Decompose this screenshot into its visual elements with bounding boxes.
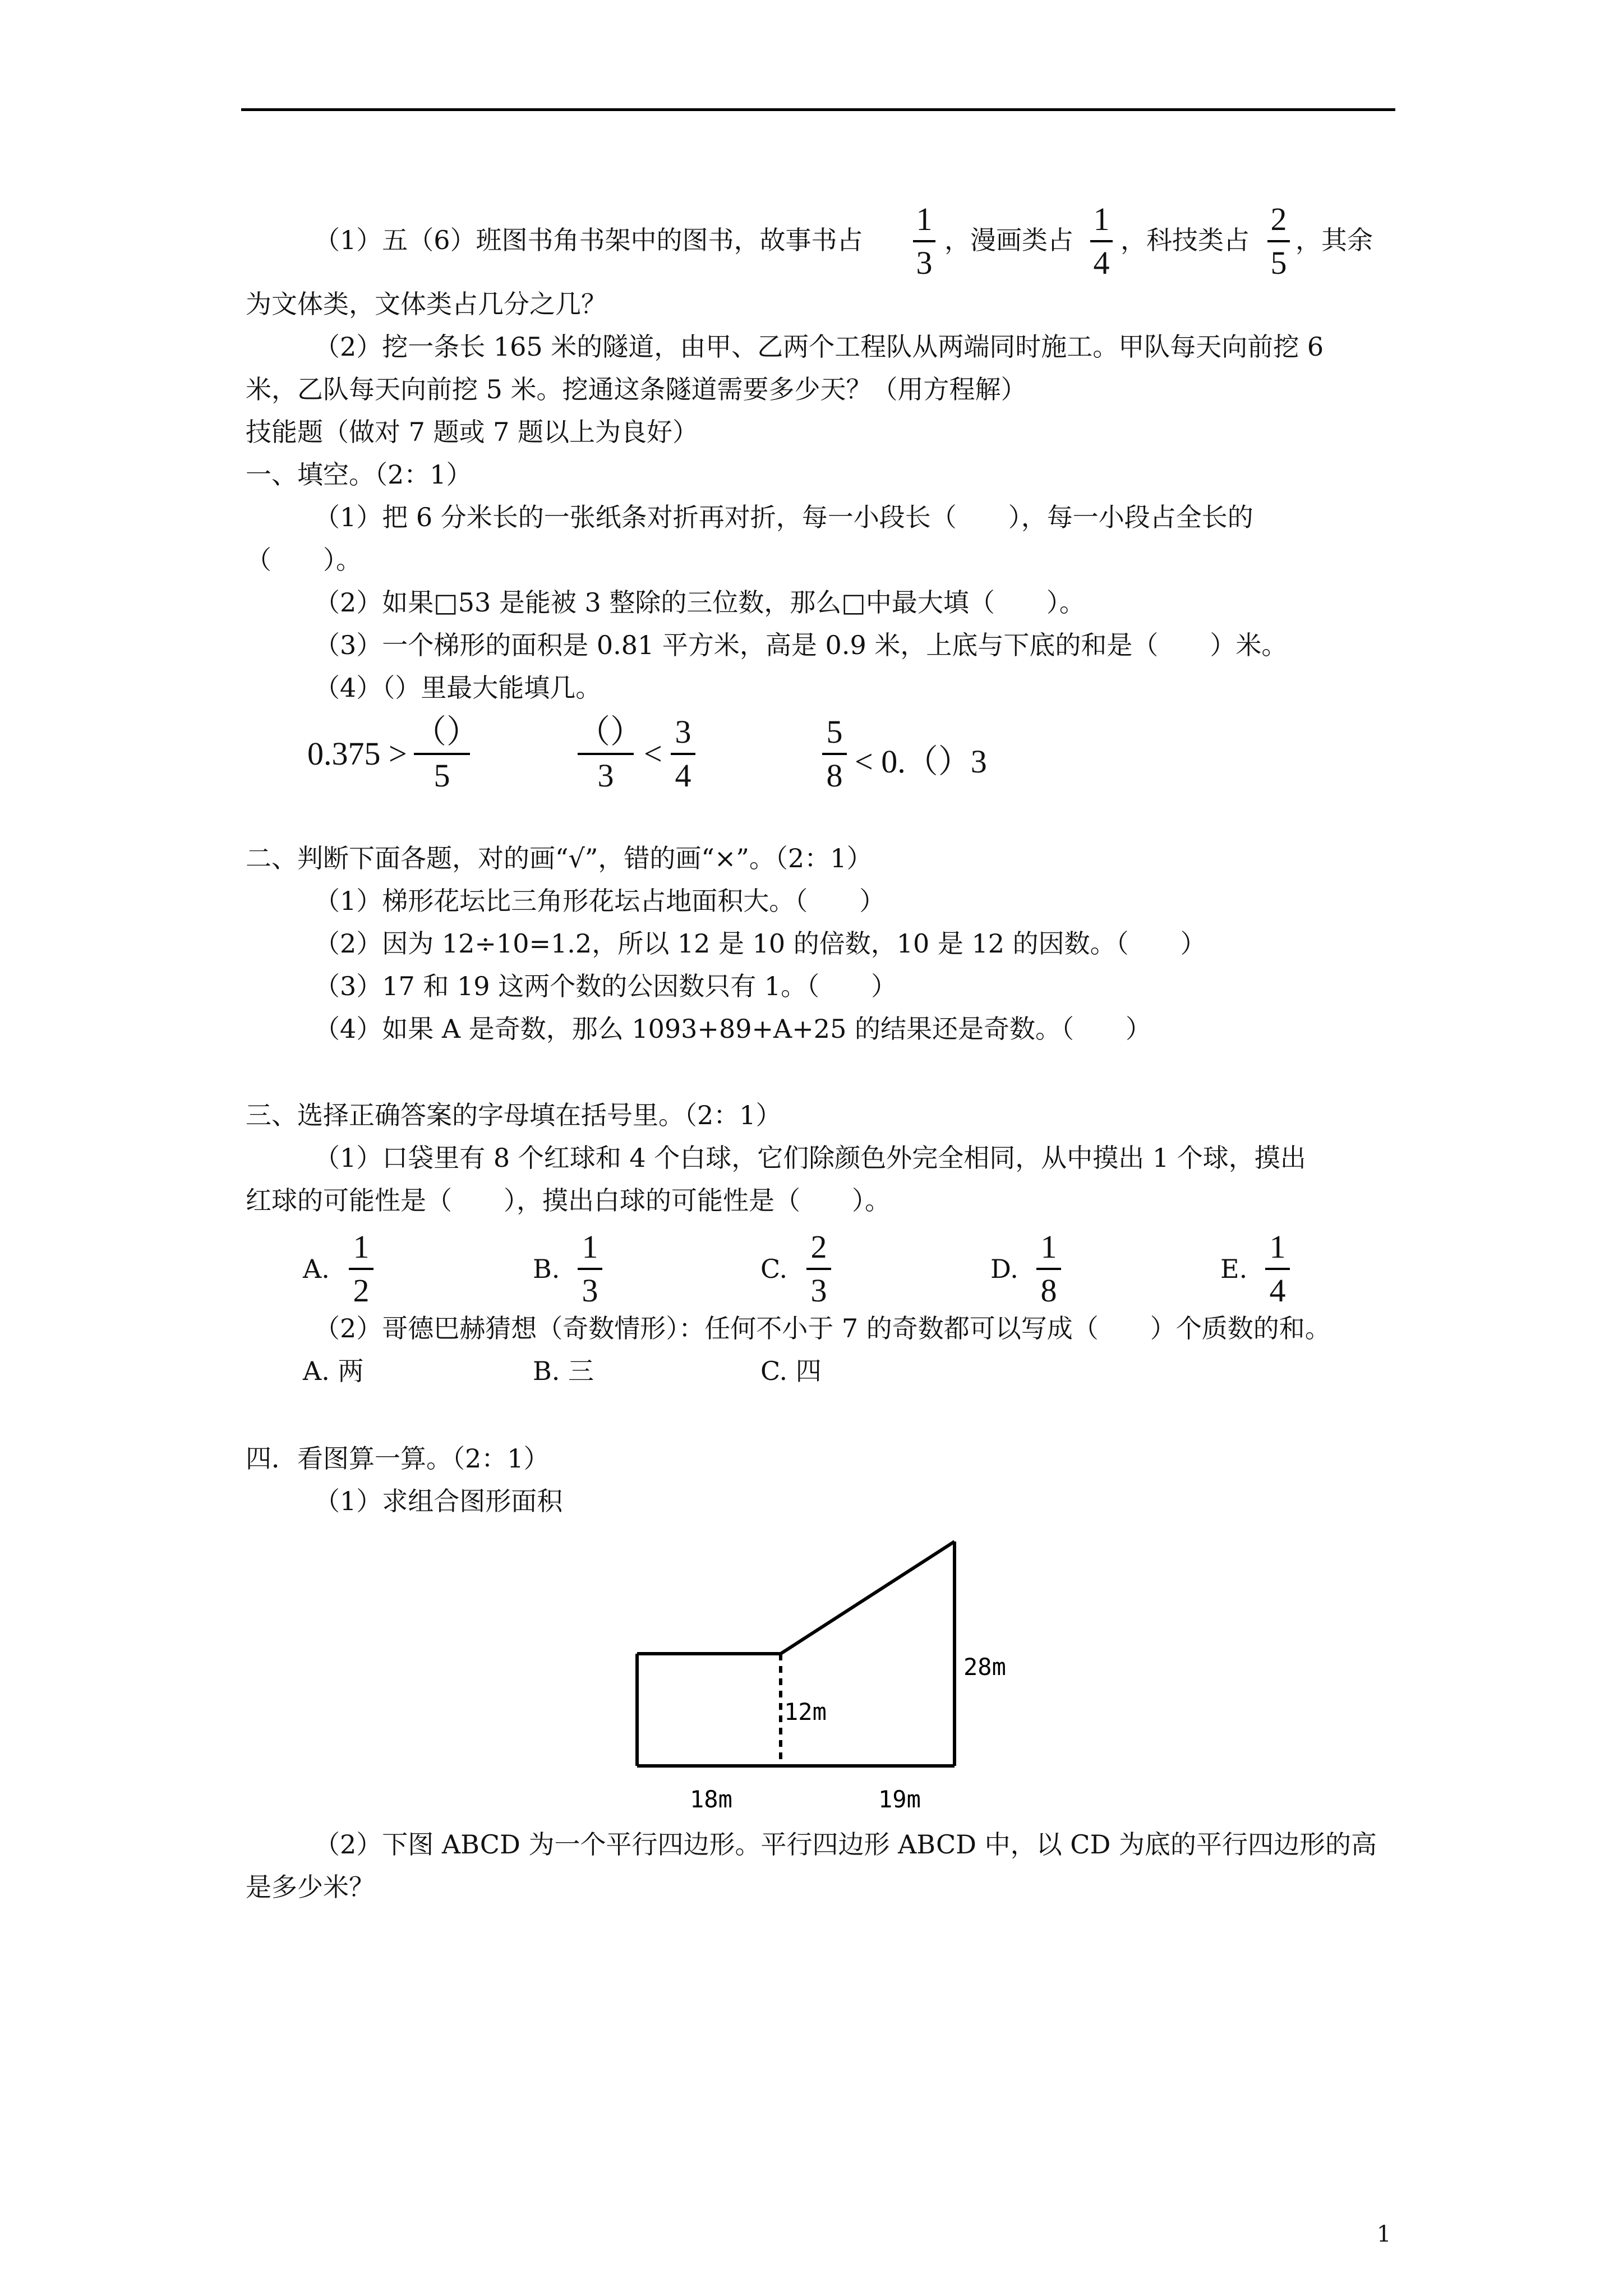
figure-slant-edge <box>781 1542 955 1654</box>
ineq3-right: < 0.（）3 <box>855 743 987 780</box>
ineq3-fraction: 5 8 <box>822 712 847 795</box>
option-a-label: A. <box>303 1254 330 1284</box>
figure-label-bottom-left: 18m <box>690 1786 732 1813</box>
ineq1-fraction: （） 5 <box>414 714 479 794</box>
section3-heading: 三、选择正确答案的字母填在括号里。（2：1） <box>246 1100 782 1130</box>
figure-label-right: 28m <box>963 1653 1006 1681</box>
s4-item2-line2: 是多少米？ <box>246 1872 375 1902</box>
ineq2-fraction-right: 3 4 <box>671 712 695 795</box>
q1-line1-c: ，科技类占 <box>1121 225 1249 255</box>
s1-item1-line1: （1）把 6 分米长的一张纸条对折再对折，每一小段长（ ），每一小段占全长的 <box>314 502 1253 532</box>
fraction-one-third: 1 3 <box>913 200 935 283</box>
option-b-fraction: 1 3 <box>578 1227 602 1310</box>
ineq2-fraction-left: （） 3 <box>578 714 643 794</box>
option-a-fraction: 1 2 <box>349 1227 374 1310</box>
ineq2-operator: < <box>644 735 662 772</box>
q1-line1-a: （1）五（6）班图书角书架中的图书，故事书占 <box>314 225 863 255</box>
s3-item2: （2）哥德巴赫猜想（奇数情形）：任何不小于 7 的奇数都可以写成（ ）个质数的和。 <box>314 1313 1331 1343</box>
q1-line2: 为文体类，文体类占几分之几？ <box>246 289 607 319</box>
figure-label-mid: 12m <box>784 1698 827 1726</box>
s1-item2: （2）如果□53 是能被 3 整除的三位数，那么□中最大填（ ）。 <box>314 587 1085 618</box>
s2-item1: （1）梯形花坛比三角形花坛占地面积大。（ ） <box>314 886 886 916</box>
option-e-label: E. <box>1220 1254 1248 1284</box>
section2-heading: 二、判断下面各题，对的画“√”，错的画“×”。（2：1） <box>246 843 873 873</box>
q2-line1: （2）挖一条长 165 米的隧道，由甲、乙两个工程队从两端同时施工。甲队每天向前挖 6 <box>314 332 1324 362</box>
option-c-fraction: 2 3 <box>806 1227 831 1310</box>
s3-item1-line2: 红球的可能性是（ ），摸出白球的可能性是（ ）。 <box>246 1185 891 1216</box>
s4-item1: （1）求组合图形面积 <box>314 1486 563 1516</box>
s3-item2-option-c: C. 四 <box>760 1356 822 1386</box>
section4-heading: 四．看图算一算。（2：1） <box>246 1443 550 1474</box>
s2-item2: （2）因为 12÷10=1.2，所以 12 是 10 的倍数，10 是 12 的因数。（ ） <box>314 928 1206 959</box>
fraction-one-quarter: 1 4 <box>1090 200 1113 283</box>
s1-item4: （4）（）里最大能填几。 <box>314 673 602 703</box>
s3-item1-line1: （1）口袋里有 8 个红球和 4 个白球，它们除颜色外完全相同，从中摸出 1 个球，摸出 <box>314 1143 1306 1173</box>
q1-line1-b: ，漫画类占 <box>944 225 1073 255</box>
ineq1-left: 0.375 > <box>307 735 407 772</box>
option-c-label: C. <box>760 1254 788 1284</box>
skill-title: 技能题（做对 7 题或 7 题以上为良好） <box>246 417 699 447</box>
s2-item3: （3）17 和 19 这两个数的公因数只有 1。（ ） <box>314 971 897 1001</box>
section1-heading: 一、填空。（2：1） <box>246 459 472 490</box>
s1-item1-line2: （ ）。 <box>246 545 362 575</box>
fraction-two-fifths: 2 5 <box>1267 200 1290 283</box>
page-number: 1 <box>1377 2221 1391 2247</box>
s1-item3: （3）一个梯形的面积是 0.81 平方米，高是 0.9 米，上底与下底的和是（ ）米。 <box>314 630 1288 660</box>
option-b-label: B. <box>533 1254 560 1284</box>
s2-item4: （4）如果 A 是奇数，那么 1093+89+A+25 的结果还是奇数。（ ） <box>314 1014 1151 1044</box>
s3-item2-option-a: A. 两 <box>303 1356 364 1386</box>
q2-line2: 米，乙队每天向前挖 5 米。挖通这条隧道需要多少天？（用方程解） <box>246 374 1027 404</box>
s4-item2-line1: （2）下图 ABCD 为一个平行四边形。平行四边形 ABCD 中，以 CD 为底的平行四边形的高 <box>314 1829 1377 1860</box>
figure-label-bottom-right: 19m <box>878 1786 921 1813</box>
q1-line1-d: ，其余 <box>1295 225 1373 255</box>
option-d-fraction: 1 8 <box>1036 1227 1061 1310</box>
s3-item2-option-b: B. 三 <box>533 1356 594 1386</box>
option-e-fraction: 1 4 <box>1265 1227 1290 1310</box>
option-d-label: D. <box>990 1254 1018 1284</box>
